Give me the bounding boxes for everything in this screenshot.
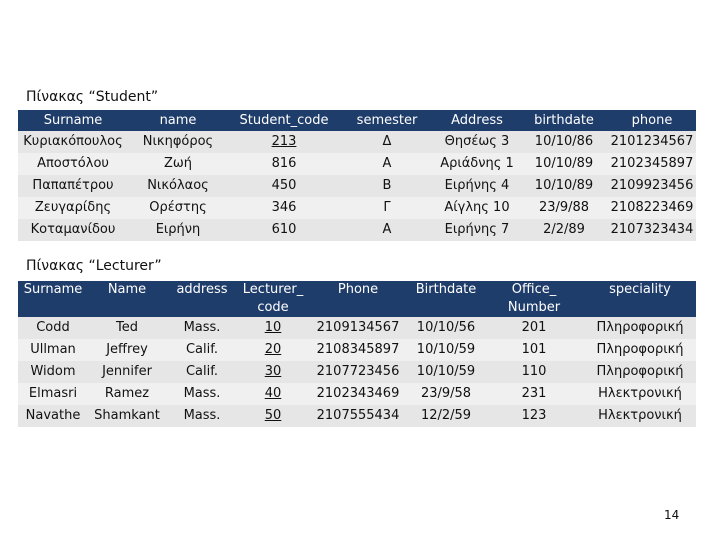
student-semester: Δ xyxy=(340,131,434,153)
lecturer-name: Jeffrey xyxy=(88,339,166,361)
table-row xyxy=(18,219,696,241)
student-birthdate: 10/10/89 xyxy=(520,175,608,197)
student-birthdate: 23/9/88 xyxy=(520,197,608,219)
lecturer-address: Mass. xyxy=(166,405,238,427)
table-row xyxy=(18,175,696,197)
student-code xyxy=(228,131,340,153)
lecturer-address: Mass. xyxy=(166,317,238,339)
lecturer-header-name: Name xyxy=(88,281,166,317)
lecturer-surname: Codd xyxy=(18,317,88,339)
lecturer-table-caption: Πίνακας “Lecturer” xyxy=(26,258,162,274)
lecturer-office-number: 201 xyxy=(484,317,584,339)
lecturer-speciality: Ηλεκτρονική xyxy=(584,383,696,405)
lecturer-code-value: 10 xyxy=(264,320,282,335)
student-semester: Α xyxy=(340,153,434,175)
student-name: Ζωή xyxy=(128,153,228,175)
lecturer-name: Ramez xyxy=(88,383,166,405)
lecturer-birthdate: 10/10/56 xyxy=(408,317,484,339)
lecturer-table xyxy=(18,281,696,427)
lecturer-name: Ted xyxy=(88,317,166,339)
lecturer-speciality: Ηλεκτρονική xyxy=(584,405,696,427)
student-phone: 2107323434 xyxy=(608,219,696,241)
student-surname: Κυριακόπουλος xyxy=(18,131,128,153)
lecturer-header-row xyxy=(18,281,696,317)
lecturer-code xyxy=(238,405,308,427)
lecturer-speciality: Πληροφορική xyxy=(584,317,696,339)
lecturer-surname: Elmasri xyxy=(18,383,88,405)
student-header-phone: phone xyxy=(608,110,696,131)
lecturer-header-speciality: speciality xyxy=(584,281,696,317)
student-code-value: 213 xyxy=(271,134,297,149)
lecturer-phone: 2107723456 xyxy=(308,361,408,383)
lecturer-header-phone: Phone xyxy=(308,281,408,317)
student-header-name: name xyxy=(128,110,228,131)
lecturer-phone: 2108345897 xyxy=(308,339,408,361)
lecturer-code xyxy=(238,361,308,383)
lecturer-code-value: 30 xyxy=(264,364,282,379)
student-surname: Ζευγαρίδης xyxy=(18,197,128,219)
lecturer-phone: 2109134567 xyxy=(308,317,408,339)
lecturer-surname: Navathe xyxy=(18,405,88,427)
student-address: Θησέως 3 xyxy=(434,131,520,153)
table-row xyxy=(18,317,696,339)
student-header-row xyxy=(18,110,696,131)
lecturer-office-number: 110 xyxy=(484,361,584,383)
page-number: 14 xyxy=(664,508,680,522)
student-surname: Κοταμανίδου xyxy=(18,219,128,241)
lecturer-address: Calif. xyxy=(166,361,238,383)
student-code: 450 xyxy=(228,175,340,197)
student-address: Ειρήνης 4 xyxy=(434,175,520,197)
student-surname: Αποστόλου xyxy=(18,153,128,175)
student-header-address: Address xyxy=(434,110,520,131)
student-birthdate: 2/2/89 xyxy=(520,219,608,241)
student-semester: Γ xyxy=(340,197,434,219)
student-table-caption: Πίνακας “Student” xyxy=(26,89,159,105)
lecturer-header-address: address xyxy=(166,281,238,317)
lecturer-surname: Widom xyxy=(18,361,88,383)
lecturer-code-value: 20 xyxy=(264,342,282,357)
lecturer-header-birthdate: Birthdate xyxy=(408,281,484,317)
student-phone: 2101234567 xyxy=(608,131,696,153)
lecturer-phone: 2102343469 xyxy=(308,383,408,405)
lecturer-code-value: 50 xyxy=(264,408,282,423)
student-semester: Α xyxy=(340,219,434,241)
student-header-birthdate: birthdate xyxy=(520,110,608,131)
lecturer-header-lecturer-code: Lecturer_ code xyxy=(238,281,308,317)
student-address: Αίγλης 10 xyxy=(434,197,520,219)
table-row xyxy=(18,131,696,153)
table-row xyxy=(18,405,696,427)
table-row xyxy=(18,361,696,383)
student-name: Νικόλαος xyxy=(128,175,228,197)
table-row xyxy=(18,383,696,405)
student-code: 346 xyxy=(228,197,340,219)
table-row xyxy=(18,153,696,175)
lecturer-code xyxy=(238,383,308,405)
student-header-surname: Surname xyxy=(18,110,128,131)
lecturer-code-value: 40 xyxy=(264,386,282,401)
student-header-student-code: Student_code xyxy=(228,110,340,131)
lecturer-header-office-number: Office_ Number xyxy=(484,281,584,317)
student-name: Νικηφόρος xyxy=(128,131,228,153)
lecturer-birthdate: 12/2/59 xyxy=(408,405,484,427)
lecturer-address: Calif. xyxy=(166,339,238,361)
student-address: Ειρήνης 7 xyxy=(434,219,520,241)
student-name: Ειρήνη xyxy=(128,219,228,241)
lecturer-speciality: Πληροφορική xyxy=(584,339,696,361)
lecturer-birthdate: 23/9/58 xyxy=(408,383,484,405)
student-phone: 2109923456 xyxy=(608,175,696,197)
lecturer-speciality: Πληροφορική xyxy=(584,361,696,383)
lecturer-office-number: 101 xyxy=(484,339,584,361)
student-semester: Β xyxy=(340,175,434,197)
student-name: Ορέστης xyxy=(128,197,228,219)
lecturer-code xyxy=(238,317,308,339)
student-address: Αριάδνης 1 xyxy=(434,153,520,175)
lecturer-header-surname: Surname xyxy=(18,281,88,317)
lecturer-office-number: 231 xyxy=(484,383,584,405)
lecturer-birthdate: 10/10/59 xyxy=(408,361,484,383)
student-phone: 2102345897 xyxy=(608,153,696,175)
table-row xyxy=(18,339,696,361)
lecturer-birthdate: 10/10/59 xyxy=(408,339,484,361)
lecturer-address: Mass. xyxy=(166,383,238,405)
student-header-semester: semester xyxy=(340,110,434,131)
student-code: 816 xyxy=(228,153,340,175)
student-phone: 2108223469 xyxy=(608,197,696,219)
student-table xyxy=(18,110,696,241)
lecturer-surname: Ullman xyxy=(18,339,88,361)
lecturer-name: Shamkant xyxy=(88,405,166,427)
table-row xyxy=(18,197,696,219)
lecturer-name: Jennifer xyxy=(88,361,166,383)
lecturer-code xyxy=(238,339,308,361)
student-birthdate: 10/10/86 xyxy=(520,131,608,153)
student-surname: Παπαπέτρου xyxy=(18,175,128,197)
lecturer-office-number: 123 xyxy=(484,405,584,427)
lecturer-phone: 2107555434 xyxy=(308,405,408,427)
student-birthdate: 10/10/89 xyxy=(520,153,608,175)
student-code: 610 xyxy=(228,219,340,241)
